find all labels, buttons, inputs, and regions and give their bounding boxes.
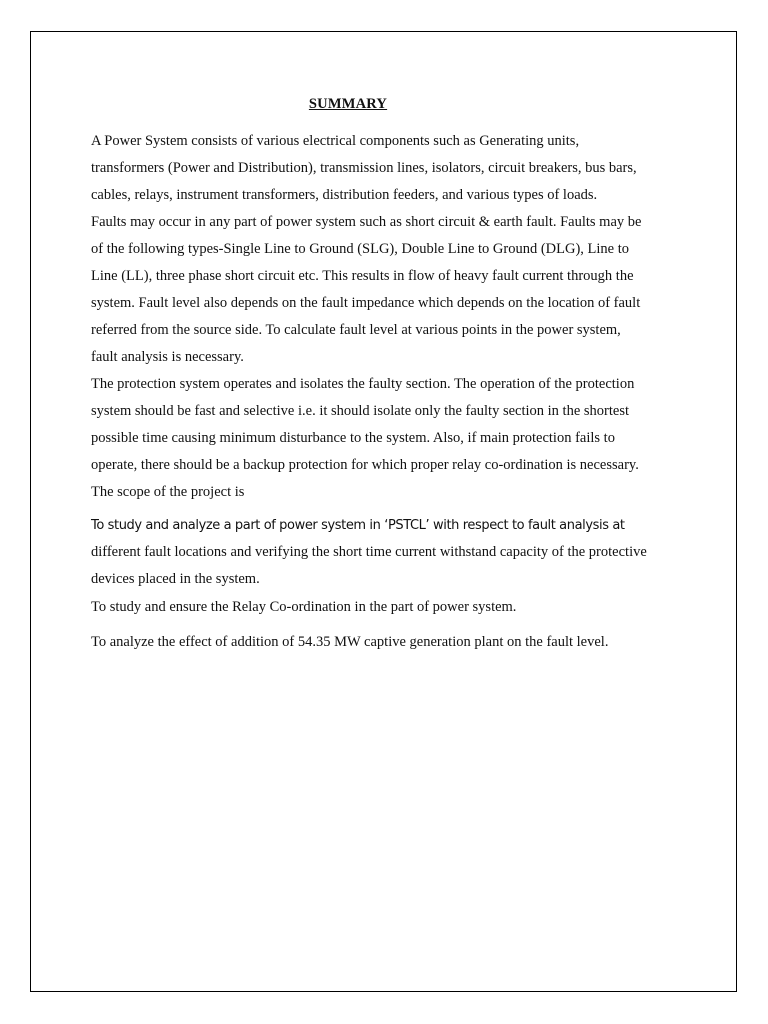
text-line: operate, there should be a backup protection for which proper relay co-ordination is necessary. xyxy=(91,457,639,473)
text-line: fault analysis is necessary. xyxy=(91,349,244,365)
text-line: devices placed in the system. xyxy=(91,571,260,587)
text-line: To analyze the effect of addition of 54.35 MW captive generation plant on the fault level. xyxy=(91,634,609,650)
scope-item-relay-coordination xyxy=(91,594,681,621)
text-line: different fault locations and verifying the short time current withstand capacity of the protective xyxy=(91,544,647,560)
text-line: of the following types-Single Line to Ground (SLG), Double Line to Ground (DLG), Line to xyxy=(91,241,630,257)
text-line: possible time causing minimum disturbance to the system. Also, if main protection fails to xyxy=(91,430,615,446)
text-line: Line (LL), three phase short circuit etc. This results in flow of heavy fault current through the xyxy=(91,268,634,284)
text-line: transformers (Power and Distribution), transmission lines, isolators, circuit breakers, bus bars, xyxy=(91,160,637,176)
summary-paragraphs xyxy=(91,128,681,506)
text-line: The protection system operates and isolates the faulty section. The operation of the protection xyxy=(91,376,635,392)
text-line: A Power System consists of various electrical components such as Generating units, xyxy=(91,133,580,149)
text-line: To study and analyze a part of power system in ‘PSTCL’ with respect to fault analysis at xyxy=(91,518,625,533)
page-title: SUMMARY xyxy=(308,96,388,112)
scope-item-captive-generation xyxy=(91,629,681,656)
text-line: cables, relays, instrument transformers, distribution feeders, and various types of loads. xyxy=(91,187,598,203)
scope-item-fault-analysis xyxy=(91,512,681,593)
text-line: system. Fault level also depends on the fault impedance which depends on the location of fault xyxy=(91,295,641,311)
text-line: To study and ensure the Relay Co-ordination in the part of power system. xyxy=(91,599,517,615)
text-line: The scope of the project is xyxy=(91,484,245,500)
text-line: system should be fast and selective i.e. it should isolate only the faulty section in the shortest xyxy=(91,403,630,419)
text-line: Faults may occur in any part of power system such as short circuit & earth fault. Faults may be xyxy=(91,214,642,230)
text-line: referred from the source side. To calculate fault level at various points in the power system, xyxy=(91,322,621,338)
